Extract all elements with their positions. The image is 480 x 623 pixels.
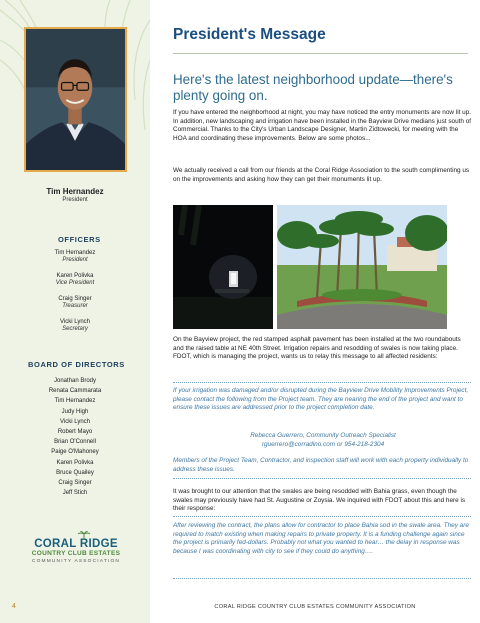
dotted-divider bbox=[173, 516, 471, 517]
title-divider bbox=[173, 53, 468, 54]
board-member: Brian O'Connell bbox=[54, 439, 96, 446]
president-title: President bbox=[62, 197, 88, 203]
officer-name: Karen Polivka bbox=[56, 273, 94, 279]
paragraph-landscaping: If you have entered the neighborhood at night, you may have noticed the entry monuments are now lit up. In addition, new landscaping and irrigation have been installed in the Bayview Drive medians just south of Commercial. Thanks to the City's Urban Landscape Designer, Martin Zidtowecki, for meeting with the HOA and coordinating these improvements. Below are some photos... bbox=[173, 109, 472, 143]
paragraph-compliment: We actually received a call from our friends at the Coral Ridge Association to the south complimenting us on the improvements and asking how they can get their monuments lit up. bbox=[173, 167, 470, 183]
board-list bbox=[0, 376, 150, 498]
sidebar bbox=[0, 0, 150, 623]
board-member: Karen Polivka bbox=[56, 459, 94, 466]
article bbox=[150, 0, 480, 623]
board-member: Paige O'Mahoney bbox=[51, 449, 99, 456]
officer-entry bbox=[0, 296, 150, 309]
board-heading: BOARD OF DIRECTORS bbox=[28, 360, 125, 369]
association-logo bbox=[26, 538, 126, 565]
president-name: Tim Hernandez bbox=[46, 187, 104, 196]
page-footer: CORAL RIDGE COUNTRY CLUB ESTATES COMMUNITY ASSOCIATION bbox=[214, 604, 416, 610]
page-number: 4 bbox=[12, 603, 16, 610]
board-member: Tim Hernandez bbox=[54, 398, 96, 405]
officer-role: Treasurer bbox=[62, 303, 88, 309]
officer-entry bbox=[0, 319, 150, 332]
board-member: Renata Cammarata bbox=[48, 388, 102, 395]
quote-fdot-response: After reviewing the contract, the plans allow for contractor to place Bahia sod in the swale area. They are required to match existing when making repairs to private property. It is a funding challenge again since the project is primarily fed-dollars. Probably not what you wanted to hear… the delay in response was because I was coordinating with city to see if they could do anything…. bbox=[173, 522, 469, 556]
dotted-divider bbox=[173, 578, 471, 579]
dotted-divider bbox=[173, 478, 471, 479]
paragraph-bahia: It was brought to our attention that the swales are being resodded with Bahia grass, even though the swales may previously have had St. Augustine or Zoysia. We inquired with FDOT about this and here is their response: bbox=[173, 488, 466, 513]
dotted-divider bbox=[173, 382, 471, 383]
officer-role: Secretary bbox=[62, 326, 88, 332]
contact-info: rguerrero@corradino.com or 954-218-2304 bbox=[261, 441, 385, 448]
officer-entry bbox=[0, 250, 150, 263]
quote-project-team: Members of the Project Team, Contractor, and inspection staff will work with each property individually to address these issues. bbox=[173, 457, 469, 473]
photo-lit-monument bbox=[173, 205, 273, 329]
board-member: Jonathan Brody bbox=[53, 378, 97, 384]
page-title: President's Message bbox=[173, 26, 326, 43]
president-photo bbox=[24, 27, 127, 172]
contact-name: Rebecca Guerrero, Community Outreach Specialist bbox=[250, 432, 396, 439]
board-member: Jeff Stich bbox=[62, 490, 88, 497]
officer-entry bbox=[0, 273, 150, 286]
board-member: Robert Mayo bbox=[57, 428, 93, 435]
officer-name: Craig Singer bbox=[58, 296, 92, 302]
photo-median-landscaping bbox=[277, 205, 447, 329]
officer-role: President bbox=[62, 257, 88, 263]
board-member: Bruce Quailey bbox=[56, 469, 94, 476]
board-member: Judy High bbox=[61, 408, 89, 415]
board-member: Craig Singer bbox=[58, 479, 92, 486]
officer-name: Tim Hernandez bbox=[54, 250, 96, 256]
logo-line1: CORAL RIDGE bbox=[34, 538, 118, 550]
officer-role: Vice President bbox=[55, 280, 95, 286]
paragraph-bayview: On the Bayview project, the red stamped asphalt pavement has been installed at the two roundabouts and the raised table at NE 40th Street. Irrigation repairs and resodding of swales is now taking place. FDOT, which is managing the project, wants us to relay this message to all affected residents: bbox=[173, 336, 461, 361]
logo-line3: COMMUNITY ASSOCIATION bbox=[31, 559, 121, 564]
palm-icon bbox=[78, 531, 90, 540]
officers-heading: OFFICERS bbox=[58, 235, 101, 244]
officer-name: Vicki Lynch bbox=[59, 319, 90, 325]
quote-irrigation: If your irrigation was damaged and/or disrupted during the Bayview Drive Mobility Improvements Project, please contact the following from the Project team. They are nearing the end of the project and want to ensure these issues are addressed prior to the project completion date. bbox=[173, 387, 469, 412]
article-subhead: Here's the latest neighborhood update—there's plenty going on. bbox=[173, 72, 453, 103]
logo-line2: COUNTRY CLUB ESTATES bbox=[31, 550, 121, 557]
board-member: Vicki Lynch bbox=[59, 418, 90, 425]
